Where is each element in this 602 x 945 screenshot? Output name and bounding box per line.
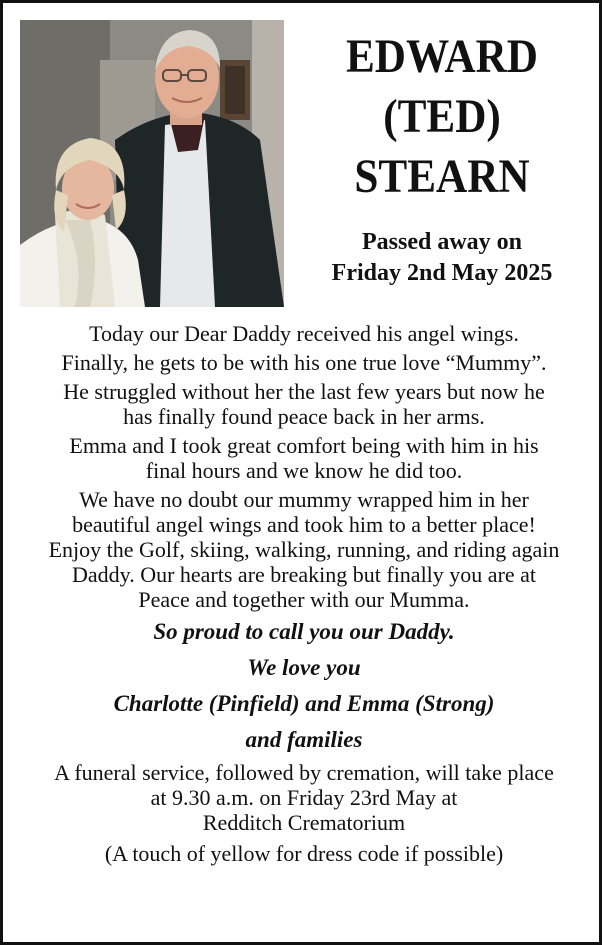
tribute-line: final hours and we know he did too. bbox=[145, 458, 463, 483]
funeral-details bbox=[11, 760, 597, 866]
signature-line: Charlotte (Pinfield) and Emma (Strong) bbox=[113, 691, 495, 716]
passed-line: Friday 2nd May 2025 bbox=[331, 260, 553, 286]
passed-away-date bbox=[293, 227, 591, 289]
funeral-line: (A touch of yellow for dress code if possible) bbox=[104, 841, 504, 866]
name-line-first: EDWARD bbox=[345, 30, 539, 83]
signature-block bbox=[11, 616, 597, 756]
signature-line: So proud to call you our Daddy. bbox=[153, 619, 455, 644]
tribute-paragraph bbox=[11, 379, 597, 429]
tribute-line: Finally, he gets to be with his one true love “Mummy”. bbox=[61, 350, 547, 375]
funeral-line: Redditch Crematorium bbox=[202, 810, 406, 835]
tribute-line: We have no doubt our mummy wrapped him in her bbox=[79, 487, 529, 512]
passed-line: Passed away on bbox=[361, 229, 523, 255]
tribute-line: Emma and I took great comfort being with him in his bbox=[69, 433, 539, 458]
name-line-nickname: (TED) bbox=[383, 90, 501, 143]
tribute-line: Today our Dear Daddy received his angel wings. bbox=[89, 321, 519, 346]
signature-line: We love you bbox=[247, 655, 361, 680]
deceased-name-block bbox=[293, 27, 591, 289]
couple-photo bbox=[20, 20, 284, 307]
tribute-line: has finally found peace back in her arms. bbox=[123, 404, 485, 429]
tribute-paragraph bbox=[11, 321, 597, 346]
tribute-line: Daddy. Our hearts are breaking but finally you are at bbox=[71, 562, 537, 587]
tribute-paragraph bbox=[11, 350, 597, 375]
funeral-line: at 9.30 a.m. on Friday 23rd May at bbox=[150, 785, 458, 810]
tribute-line: Enjoy the Golf, skiing, walking, running, and riding again bbox=[48, 537, 560, 562]
tribute-text bbox=[11, 321, 597, 866]
tribute-line: He struggled without her the last few years but now he bbox=[63, 379, 545, 404]
signature-line: and families bbox=[245, 727, 363, 752]
tribute-paragraph bbox=[11, 433, 597, 483]
couple-photo-icon bbox=[20, 20, 284, 307]
tribute-line: beautiful angel wings and took him to a better place! bbox=[72, 512, 536, 537]
name-line-surname: STEARN bbox=[354, 150, 530, 203]
tribute-line: Peace and together with our Mumma. bbox=[138, 587, 470, 612]
funeral-line: A funeral service, followed by cremation, will take place bbox=[54, 760, 554, 785]
tribute-paragraph bbox=[11, 487, 597, 612]
